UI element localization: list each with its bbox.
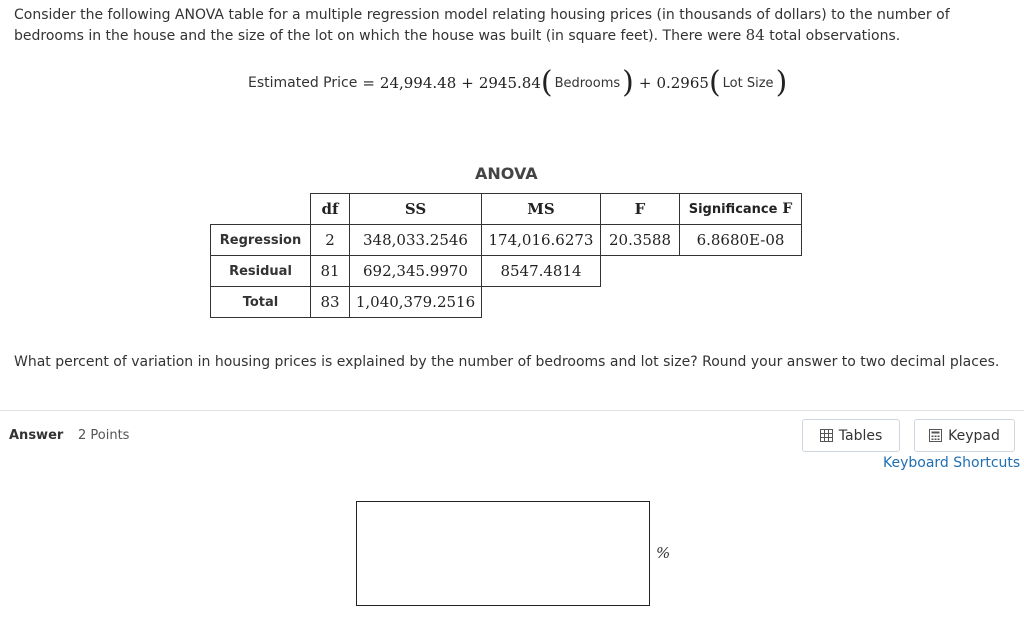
header-f: F bbox=[601, 194, 680, 225]
significance-cell: 6.8680E-08 bbox=[680, 225, 802, 256]
empty-cell bbox=[680, 287, 802, 318]
lot-size-coefficient: 0.2965 bbox=[656, 74, 709, 92]
df-cell: 81 bbox=[311, 256, 350, 287]
points-label: 2 Points bbox=[78, 428, 130, 443]
header-df: df bbox=[311, 194, 350, 225]
ss-cell: 692,345.9970 bbox=[350, 256, 482, 287]
row-label: Regression bbox=[211, 225, 311, 256]
header-ss: SS bbox=[350, 194, 482, 225]
equals-sign: = bbox=[362, 74, 375, 92]
equation-label: Estimated Price bbox=[248, 75, 358, 91]
ms-cell: 174,016.6273 bbox=[482, 225, 601, 256]
table-header-row bbox=[211, 194, 802, 225]
intro-text-1: Consider the following ANOVA table for a multiple regression model relating housing prices (in thousands of dollars) to the number of bedrooms in the house and the size of the lot on which the house was built (in square feet). There were bbox=[14, 7, 950, 44]
observation-count: 84 bbox=[745, 26, 765, 44]
question-intro bbox=[14, 5, 1014, 46]
question-prompt: What percent of variation in housing prices is explained by the number of bedrooms and lot size? Round your answer to two decimal places. bbox=[14, 354, 1000, 370]
keyboard-shortcuts-link[interactable]: Keyboard Shortcuts bbox=[883, 455, 1021, 471]
bedrooms-variable: Bedrooms bbox=[554, 75, 621, 91]
answer-label: Answer bbox=[9, 428, 64, 443]
bedrooms-coefficient: 2945.84 bbox=[478, 74, 541, 92]
header-significance-label: Significance bbox=[688, 202, 778, 217]
table-row bbox=[211, 225, 802, 256]
anova-title: ANOVA bbox=[475, 164, 538, 183]
close-paren-icon: ) bbox=[622, 65, 634, 100]
table-row bbox=[211, 256, 802, 287]
section-divider bbox=[0, 410, 1024, 411]
regression-equation bbox=[248, 66, 787, 100]
empty-cell bbox=[601, 256, 680, 287]
keypad-button-label: Keypad bbox=[948, 427, 1000, 444]
ms-cell: 8547.4814 bbox=[482, 256, 601, 287]
table-row bbox=[211, 287, 802, 318]
row-label: Total bbox=[211, 287, 311, 318]
empty-cell bbox=[211, 194, 311, 225]
open-paren-icon: ( bbox=[708, 65, 721, 100]
ss-cell: 1,040,379.2516 bbox=[350, 287, 482, 318]
table-icon bbox=[820, 429, 833, 442]
tables-button[interactable] bbox=[802, 419, 900, 452]
empty-cell bbox=[601, 287, 680, 318]
row-label: Residual bbox=[211, 256, 311, 287]
df-cell: 2 bbox=[311, 225, 350, 256]
header-significance-f bbox=[680, 194, 802, 225]
calculator-icon bbox=[929, 429, 942, 442]
close-paren-icon: ) bbox=[775, 65, 788, 100]
header-significance-f-letter: F bbox=[782, 201, 793, 217]
ss-cell: 348,033.2546 bbox=[350, 225, 482, 256]
lot-size-variable: Lot Size bbox=[722, 75, 774, 91]
empty-cell bbox=[680, 256, 802, 287]
plus-sign: + bbox=[638, 74, 652, 92]
empty-cell bbox=[482, 287, 601, 318]
intercept-value: 24,994.48 bbox=[379, 74, 457, 92]
percent-unit: % bbox=[656, 544, 671, 562]
df-cell: 83 bbox=[311, 287, 350, 318]
intro-text-2: total observations. bbox=[764, 28, 901, 44]
answer-input[interactable] bbox=[356, 501, 650, 606]
anova-table bbox=[210, 193, 802, 318]
open-paren-icon: ( bbox=[540, 65, 553, 100]
plus-sign: + bbox=[461, 74, 474, 92]
header-ms: MS bbox=[482, 194, 601, 225]
f-cell: 20.3588 bbox=[601, 225, 680, 256]
tables-button-label: Tables bbox=[838, 427, 883, 444]
keypad-button[interactable] bbox=[914, 419, 1015, 452]
